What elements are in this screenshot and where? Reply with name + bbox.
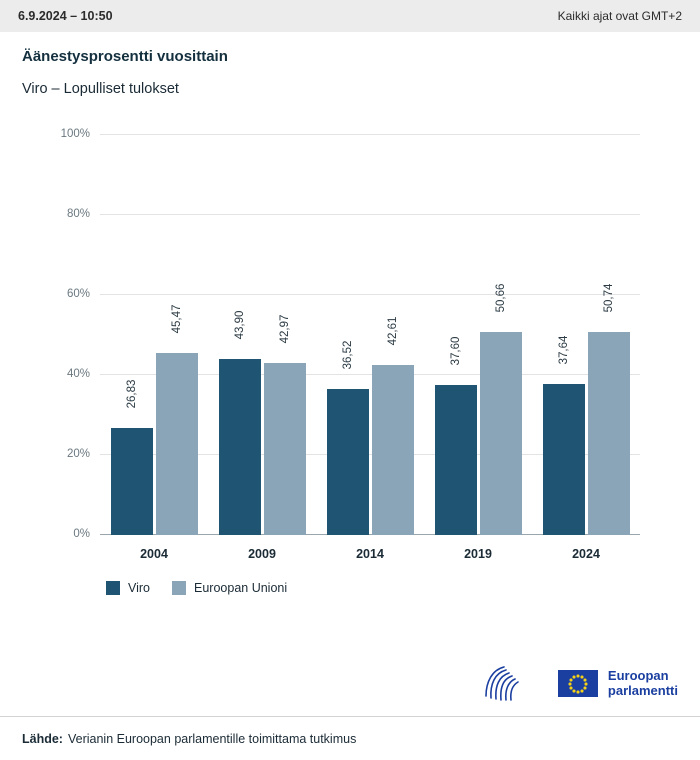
bar-group — [100, 135, 208, 535]
source-label: Lähde: — [22, 731, 63, 746]
legend-swatch-icon — [106, 581, 120, 595]
legend-item-eu — [172, 581, 287, 595]
bar[interactable] — [327, 340, 369, 535]
bar-value-label: 45,47 — [170, 304, 183, 334]
bar[interactable] — [264, 314, 306, 535]
x-axis-tick-label: 2009 — [248, 547, 276, 561]
bar-group — [532, 135, 640, 535]
bar-value-label: 42,61 — [386, 316, 399, 345]
y-axis-tick-label: 0% — [73, 528, 90, 540]
bar[interactable] — [219, 311, 261, 535]
fingerprint-icon — [482, 662, 548, 704]
timezone-label: Kaikki ajat ovat GMT+2 — [557, 9, 682, 23]
y-axis-tick-label: 80% — [66, 208, 90, 220]
chart-container — [22, 125, 678, 595]
legend-item-viro — [106, 581, 150, 595]
bar[interactable] — [543, 336, 585, 535]
x-axis-tick-label: 2004 — [140, 547, 168, 561]
y-axis-tick-label: 40% — [66, 368, 90, 380]
x-axis-tick-label: 2024 — [572, 547, 600, 561]
bar-fill — [543, 384, 585, 535]
y-axis-tick-label: 60% — [66, 288, 90, 300]
bar-fill — [264, 363, 306, 535]
top-status-bar — [0, 0, 700, 32]
page-title: Äänestysprosentti vuosittain — [22, 48, 228, 65]
legend-label: Euroopan Unioni — [194, 581, 288, 595]
page-subtitle: Viro – Lopulliset tulokset — [22, 81, 179, 97]
logo-text — [608, 668, 678, 699]
bar[interactable] — [111, 379, 153, 535]
bar[interactable] — [435, 336, 477, 535]
bar-fill — [588, 332, 630, 535]
chart-legend — [106, 581, 287, 595]
bar-group — [316, 135, 424, 535]
legend-swatch-icon — [172, 581, 186, 595]
datetime-label: 6.9.2024 – 10:50 — [18, 9, 113, 23]
bar-value-label: 50,66 — [494, 283, 507, 313]
bar-value-label: 36,52 — [341, 340, 354, 370]
y-axis-tick-label: 100% — [60, 128, 90, 140]
y-axis-tick-label: 20% — [66, 448, 90, 460]
bar-value-label: 43,90 — [233, 311, 246, 340]
legend-label: Viro — [128, 581, 151, 595]
bar-value-label: 42,97 — [278, 314, 291, 344]
bar-value-label: 26,83 — [125, 379, 138, 409]
bar-fill — [480, 332, 522, 535]
eu-flag-icon — [558, 670, 598, 697]
bar-fill — [327, 389, 369, 535]
bar-fill — [372, 365, 414, 535]
bar[interactable] — [480, 283, 522, 535]
bar[interactable] — [156, 304, 198, 535]
logo-text-line1: Euroopan — [607, 667, 669, 683]
bar-value-label: 37,60 — [449, 336, 462, 365]
european-parliament-logo — [482, 662, 678, 704]
source-text: Verianin Euroopan parlamentille toimittama tutkimus — [67, 731, 357, 746]
footer-source — [0, 716, 700, 760]
bar-fill — [435, 385, 477, 535]
bar[interactable] — [372, 316, 414, 535]
logo-text-line2: parlamentti — [607, 683, 678, 698]
bar-value-label: 50,74 — [602, 283, 615, 313]
x-axis-tick-label: 2019 — [464, 547, 492, 561]
bar-value-label: 37,64 — [557, 336, 570, 365]
bar-group — [208, 135, 316, 535]
bar-fill — [219, 359, 261, 535]
bar-groups — [100, 135, 640, 535]
x-axis-tick-label: 2014 — [356, 547, 384, 561]
plot-area — [60, 128, 640, 540]
bar[interactable] — [588, 283, 630, 535]
bar-group — [424, 135, 532, 535]
bar-fill — [111, 428, 153, 535]
x-axis-labels — [100, 547, 640, 561]
titles-block — [0, 32, 700, 99]
bar-fill — [156, 353, 198, 535]
